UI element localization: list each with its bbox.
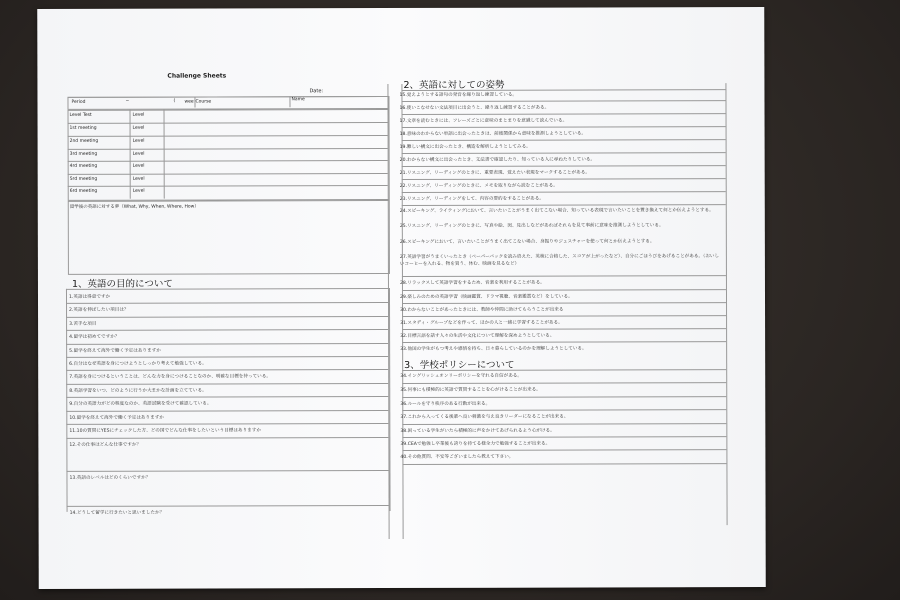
date-label: Date:	[309, 88, 324, 95]
section1-heading: 1、英語の目的について	[71, 278, 173, 290]
divider	[402, 341, 726, 343]
divider	[402, 204, 726, 206]
question-item: 18.意味のわからない単語に出会ったときは、前後関係から意味を推測しようとしている。	[399, 131, 587, 138]
level-cell: Level	[132, 176, 145, 182]
level-row-label: 6rd meeting	[69, 188, 98, 194]
question-item: 11.10の質問にYESにチェックした方、どの国でどんな仕事をしたいという目標はありますか	[69, 428, 261, 434]
question-item: 10.留学を終えて海外で働く予定はありますか	[69, 415, 164, 421]
name-label: Name	[291, 97, 305, 103]
divider	[402, 126, 726, 128]
divider	[402, 315, 726, 317]
question-item: 23.リスニング、リーディングをして、内容の要約をすることがある。	[399, 196, 544, 203]
question-item: 27.英語学習がうまくいったとき（ペーパーバックを読み終えた、英検に合格した、スコアが上がったなど）、自分にごほうびをあげることがある。（おいしいコーヒーを入れる、物を買う、休む、映画を見るなど）	[399, 254, 720, 268]
divider	[289, 96, 290, 107]
question-item: 22.リスニング、リーディングのときに、メモを取りながら読むことがある。	[399, 183, 558, 190]
divider	[402, 152, 726, 154]
question-item: 16.使いこなせない文法項目に出会うと、繰り返し練習することがある。	[399, 105, 550, 112]
sheet-title: Challenge Sheets	[167, 72, 227, 80]
question-item: 6.自分はなぜ英語を身につけようとしっかり考えて勉強している。	[69, 361, 207, 367]
divider	[402, 328, 726, 330]
question-item: 33.他国の学生がもつ考えや感情を持ち、日々暮らしているのかを理解しようとしている。	[400, 346, 587, 353]
question-item: 13.英語のレベルはどのくらいですか？	[69, 475, 151, 481]
level-row-label: 2nd meeting	[69, 138, 99, 144]
divider	[402, 165, 726, 167]
question-item: 36.ルールを守り秩序のある行動が出来る。	[400, 401, 491, 408]
question-item: 25.リスニング、リーディングのときに、写真や絵、図、見出しなどがあればそれらを見て事前に意味を推測しようとしている。	[399, 223, 664, 230]
question-item: 1.英語は得意ですか	[68, 294, 111, 300]
question-item: 29.楽しみのための英語学習（映画鑑賞、ドラマ視聴、音楽鑑賞など）をしている。	[399, 294, 573, 301]
divider	[402, 369, 726, 371]
course-label: Course	[195, 99, 212, 105]
period-row	[67, 96, 389, 110]
level-row-label: 1st meeting	[69, 125, 97, 131]
question-item: 31.スタディ・グループなどを作って、ほかの人と一緒に学習することがある。	[400, 320, 563, 327]
question-item: 28.リラックスして英語学習をするため、音楽を利用することがある。	[399, 280, 545, 287]
question-item: 24.スピーキング、ライティングにおいて、言いたいことがうまく出てこない場合、知っている表現で言いたいことを置き換えて何とか伝えようとする。	[399, 208, 714, 215]
question-item: 19.難しい構文に出会ったとき、構造を解析しようとしてみる。	[399, 144, 531, 151]
divider	[725, 83, 727, 525]
question-item: 5.留学を終えて海外で働く予定はありますか	[69, 348, 161, 354]
question-item: 3.苦手な項目	[69, 321, 97, 327]
divider	[402, 139, 726, 141]
level-cell: Level	[132, 138, 145, 144]
question-item: 39.CEAで勉強し卒業後も誇りを持てる様全力で勉強することが出来る。	[400, 441, 551, 448]
divider	[402, 289, 726, 291]
level-row-label: 4rd meeting	[69, 163, 98, 169]
divider	[402, 178, 726, 180]
divider	[402, 423, 726, 425]
level-cell: Level	[132, 125, 145, 131]
question-item: 34.イングリッシュオンリーポリシーを守れる自信がある。	[400, 373, 523, 380]
question-item: 8.英語学習をいつ、どのように行うか大まかな計画を立てている。	[69, 388, 207, 394]
question-item: 17.文章を読むときには、フレーズごとに意味のまとまりを意識して読んでいる。	[399, 118, 568, 125]
level-row-label: 3rd meeting	[69, 151, 98, 157]
divider	[402, 113, 726, 115]
question-item: 38.困っている学生がいたら積極的に声をかけてあげられるよう心がける。	[400, 428, 555, 435]
question-item: 4.留学は初めてですか？	[69, 334, 120, 340]
section2-heading: 2、英語に対しての姿勢	[403, 79, 505, 91]
divider	[402, 436, 726, 438]
question-item: 14.どうして留学に行きたいと思いましたか？	[69, 510, 165, 516]
level-row-label: 5rd meeting	[69, 176, 98, 182]
question-item: 32.目標言語を話す人々の生活や文化について理解を深めようとしている。	[400, 333, 555, 340]
week-label: wee	[184, 99, 194, 105]
challenge-sheet-paper	[37, 7, 766, 589]
period-separator: ~	[125, 98, 130, 104]
period-label: Period	[71, 99, 86, 105]
level-cell: Level	[132, 188, 145, 194]
level-row-label: Level Test	[69, 112, 92, 118]
divider	[402, 382, 726, 384]
study-dream-prompt: 留学後の英語に対する夢（What, Why, When, Where, How）	[69, 204, 199, 210]
level-cell: Level	[132, 151, 145, 157]
question-item: 37.これから入ってくる後輩へ良い刺激を与え良きリーダーになることが出来る。	[400, 414, 569, 421]
question-item: 9.自分の英語力がどの程度なのか、英語試験を受けて確認している。	[69, 401, 212, 407]
study-dream-box	[68, 200, 390, 275]
question-item: 12.その仕事はどんな仕事ですか？	[69, 442, 142, 448]
question-item: 20.わからない構文に出会ったとき、文法書で確認したり、知っている人に尋ねたりしている。	[399, 157, 596, 164]
divider	[402, 409, 726, 411]
question-item: 40.その他質問、不安等ございましたら教えて下さい。	[400, 454, 514, 461]
section3-heading: 3、学校ポリシーについて	[404, 359, 515, 371]
level-cell: Level	[132, 163, 145, 169]
question-item: 7.英語を身につけるということは、どんな力を身につけることなのか、明確な目標を持っている。	[69, 374, 271, 380]
divider	[402, 275, 726, 277]
question-item: 2.英語を伸ばしたい項目は？	[69, 307, 129, 313]
question-item: 35.何事にも積極的に英語で質問することを心がけることが出来る。	[400, 387, 541, 394]
divider	[402, 302, 726, 304]
divider	[402, 463, 726, 465]
divider	[401, 89, 725, 91]
level-cell: Level	[132, 112, 145, 118]
question-item: 30.わからないことがあったときには、教師や仲間に助けてもらうことが出来る	[400, 307, 564, 314]
period-paren: (	[173, 98, 176, 104]
question-item: 26.スピーキングにおいて、言いたいことがうまく出てこない場合、身振りやジェスチャーを使って何とか伝えようとする。	[399, 239, 655, 246]
question-item: 21.リスニング、リーディングのときに、重要表現、覚えたい表現をマークすることがある。	[399, 170, 590, 177]
divider	[402, 449, 726, 451]
divider	[402, 396, 726, 398]
question-item: 15.覚えようとする語句の発音を繰り返し練習している。	[399, 92, 518, 99]
divider	[401, 100, 725, 102]
divider	[402, 191, 726, 193]
